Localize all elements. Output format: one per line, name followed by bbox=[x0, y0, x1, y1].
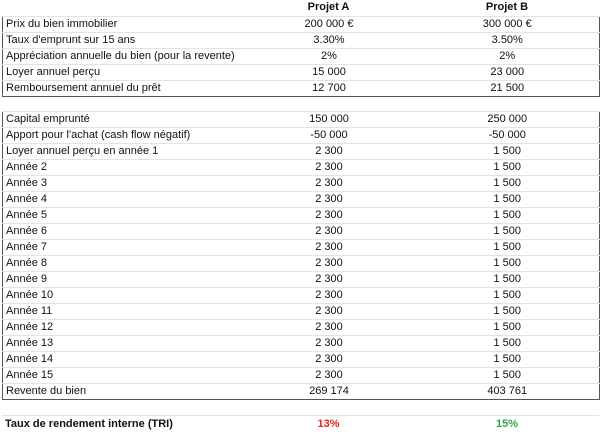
cell-project-a[interactable]: 2 300 bbox=[243, 224, 416, 240]
row-label[interactable]: Capital emprunté bbox=[3, 112, 243, 128]
row-label[interactable]: Année 5 bbox=[3, 208, 243, 224]
cell-project-b[interactable]: 1 500 bbox=[416, 320, 600, 336]
table-row bbox=[3, 128, 600, 144]
cell-project-a[interactable]: 2 300 bbox=[243, 368, 416, 384]
cell-project-b[interactable]: 403 761 bbox=[416, 384, 600, 400]
cell-project-a[interactable]: 12 700 bbox=[243, 81, 416, 97]
cell-project-a[interactable]: 2 300 bbox=[243, 160, 416, 176]
cell-project-a[interactable]: 2 300 bbox=[243, 320, 416, 336]
tri-row bbox=[2, 416, 599, 434]
cell-project-a[interactable]: 2 300 bbox=[243, 176, 416, 192]
cell-project-a[interactable]: 2 300 bbox=[243, 288, 416, 304]
cell-project-b[interactable]: 300 000 € bbox=[416, 17, 600, 33]
row-label[interactable]: Année 14 bbox=[3, 352, 243, 368]
table-row bbox=[3, 176, 600, 192]
table-row bbox=[3, 160, 600, 176]
table-row bbox=[3, 192, 600, 208]
cell-project-b[interactable]: 250 000 bbox=[416, 112, 600, 128]
cell-project-b[interactable]: 1 500 bbox=[416, 160, 600, 176]
row-label[interactable]: Appréciation annuelle du bien (pour la revente) bbox=[3, 49, 243, 65]
table-row bbox=[3, 368, 600, 384]
row-label[interactable]: Remboursement annuel du prêt bbox=[3, 81, 243, 97]
cell-project-a[interactable]: 2 300 bbox=[243, 336, 416, 352]
table-row bbox=[3, 336, 600, 352]
cell-project-b[interactable]: 1 500 bbox=[416, 224, 600, 240]
row-label[interactable]: Année 3 bbox=[3, 176, 243, 192]
cell-project-b[interactable]: -50 000 bbox=[416, 128, 600, 144]
cell-project-a[interactable]: 2% bbox=[243, 49, 416, 65]
cash-flow-table bbox=[2, 111, 600, 400]
cell-project-a[interactable]: 150 000 bbox=[243, 112, 416, 128]
row-label[interactable]: Année 4 bbox=[3, 192, 243, 208]
table-row bbox=[3, 272, 600, 288]
table-row bbox=[3, 384, 600, 400]
row-label[interactable]: Année 9 bbox=[3, 272, 243, 288]
cell-project-b[interactable]: 1 500 bbox=[416, 336, 600, 352]
row-label[interactable]: Année 13 bbox=[3, 336, 243, 352]
table-row bbox=[3, 17, 600, 33]
cell-project-a[interactable]: 2 300 bbox=[243, 240, 416, 256]
cell-project-a[interactable]: 2 300 bbox=[243, 144, 416, 160]
header-empty-cell[interactable] bbox=[2, 0, 242, 15]
cell-project-b[interactable]: 3.50% bbox=[416, 33, 600, 49]
row-label[interactable]: Année 15 bbox=[3, 368, 243, 384]
row-label[interactable]: Année 6 bbox=[3, 224, 243, 240]
table-row bbox=[3, 224, 600, 240]
cell-project-a[interactable]: 2 300 bbox=[243, 192, 416, 208]
table-row bbox=[3, 288, 600, 304]
row-label[interactable]: Prix du bien immobilier bbox=[3, 17, 243, 33]
row-label[interactable]: Année 11 bbox=[3, 304, 243, 320]
table-row bbox=[3, 304, 600, 320]
cell-project-b[interactable]: 1 500 bbox=[416, 272, 600, 288]
row-label[interactable]: Revente du bien bbox=[3, 384, 243, 400]
row-label[interactable]: Année 12 bbox=[3, 320, 243, 336]
assumptions-table bbox=[2, 16, 600, 97]
tri-table bbox=[2, 415, 599, 433]
cell-project-a[interactable]: 3.30% bbox=[243, 33, 416, 49]
table-row bbox=[3, 256, 600, 272]
cell-project-b[interactable]: 23 000 bbox=[416, 65, 600, 81]
tri-value-a[interactable]: 13% bbox=[242, 416, 415, 434]
tri-value-b[interactable]: 15% bbox=[415, 416, 599, 434]
cell-project-b[interactable]: 1 500 bbox=[416, 176, 600, 192]
cell-project-a[interactable]: 2 300 bbox=[243, 256, 416, 272]
row-label[interactable]: Année 2 bbox=[3, 160, 243, 176]
cell-project-b[interactable]: 21 500 bbox=[416, 81, 600, 97]
cell-project-b[interactable]: 1 500 bbox=[416, 208, 600, 224]
cell-project-a[interactable]: 269 174 bbox=[243, 384, 416, 400]
header-project-a[interactable]: Projet A bbox=[307, 1, 350, 13]
cell-project-b[interactable]: 1 500 bbox=[416, 304, 600, 320]
table-row bbox=[3, 320, 600, 336]
cell-project-a[interactable]: 15 000 bbox=[243, 65, 416, 81]
cell-project-a[interactable]: 2 300 bbox=[243, 352, 416, 368]
table-row bbox=[3, 144, 600, 160]
row-label[interactable]: Année 10 bbox=[3, 288, 243, 304]
table-row bbox=[3, 352, 600, 368]
row-label[interactable]: Année 7 bbox=[3, 240, 243, 256]
table-row bbox=[3, 81, 600, 97]
cell-project-b[interactable]: 1 500 bbox=[416, 144, 600, 160]
row-label[interactable]: Loyer annuel perçu bbox=[3, 65, 243, 81]
header-row bbox=[2, 0, 599, 15]
row-label[interactable]: Apport pour l'achat (cash flow négatif) bbox=[3, 128, 243, 144]
row-label[interactable]: Année 8 bbox=[3, 256, 243, 272]
cell-project-a[interactable]: 2 300 bbox=[243, 272, 416, 288]
cell-project-a[interactable]: 2 300 bbox=[243, 304, 416, 320]
table-row bbox=[3, 33, 600, 49]
row-label[interactable]: Taux d'emprunt sur 15 ans bbox=[3, 33, 243, 49]
cell-project-a[interactable]: 2 300 bbox=[243, 208, 416, 224]
table-row bbox=[3, 240, 600, 256]
cell-project-a[interactable]: -50 000 bbox=[243, 128, 416, 144]
cell-project-b[interactable]: 1 500 bbox=[416, 192, 600, 208]
cell-project-b[interactable]: 1 500 bbox=[416, 240, 600, 256]
table-row bbox=[3, 65, 600, 81]
cell-project-b[interactable]: 1 500 bbox=[416, 352, 600, 368]
table-row bbox=[3, 49, 600, 65]
header-project-b[interactable]: Projet B bbox=[485, 1, 529, 13]
header-table bbox=[2, 0, 599, 15]
cell-project-b[interactable]: 1 500 bbox=[416, 368, 600, 384]
cell-project-b[interactable]: 1 500 bbox=[416, 288, 600, 304]
row-label[interactable]: Loyer annuel perçu en année 1 bbox=[3, 144, 243, 160]
cell-project-b[interactable]: 1 500 bbox=[416, 256, 600, 272]
cell-project-a[interactable]: 200 000 € bbox=[243, 17, 416, 33]
tri-label[interactable]: Taux de rendement interne (TRI) bbox=[2, 416, 242, 434]
cell-project-b[interactable]: 2% bbox=[416, 49, 600, 65]
table-row bbox=[3, 208, 600, 224]
table-row bbox=[3, 112, 600, 128]
